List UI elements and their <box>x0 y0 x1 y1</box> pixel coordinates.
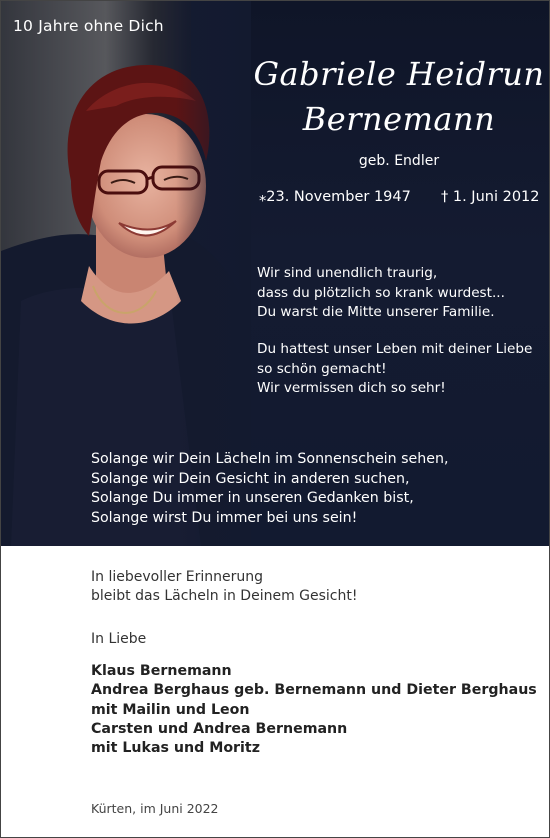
quote-line: so schön gemacht! <box>257 360 387 377</box>
birth-date: ⁎23. November 1947 <box>259 189 411 205</box>
poem-line: Solange wir Dein Gesicht in anderen suchen, <box>91 470 410 487</box>
poem-line: Solange Du immer in unseren Gedanken bist, <box>91 490 414 506</box>
family-member: Klaus Bernemann <box>91 663 232 679</box>
in-liebe-label: In Liebe <box>91 631 147 647</box>
memory-line: In liebevoller Erinnerung <box>91 569 264 585</box>
dark-upper-section <box>1 1 549 546</box>
maiden-name: geb. Endler <box>358 153 440 169</box>
quote-line: Wir vermissen dich so sehr! <box>257 380 446 396</box>
memory-text <box>91 568 357 606</box>
poem-line: Solange wir Dein Lächeln im Sonnenschein sehen, <box>91 451 449 467</box>
family-member: Andrea Berghaus geb. Bernemann und Dieter Berghaus <box>91 682 537 699</box>
poem <box>91 450 448 528</box>
quote-line: Du warst die Mitte unserer Familie. <box>257 304 495 320</box>
quote-paragraph-1 <box>257 264 505 323</box>
deceased-name-first: Gabriele Heidrun <box>253 55 545 93</box>
deceased-name-last: Bernemann <box>302 100 496 138</box>
memory-line: bleibt das Lächeln in Deinem Gesicht! <box>91 588 358 604</box>
family-member: mit Lukas und Moritz <box>91 740 260 757</box>
quote-paragraph-2 <box>257 340 532 399</box>
quote-line: dass du plötzlich so krank wurdest... <box>257 284 505 301</box>
family-list <box>91 662 537 758</box>
place-date: Kürten, im Juni 2022 <box>91 801 219 816</box>
quote-line: Du hattest unser Leben mit deiner Liebe <box>257 341 533 357</box>
family-member: Carsten und Andrea Bernemann <box>91 720 348 737</box>
poem-line: Solange wirst Du immer bei uns sein! <box>91 509 358 526</box>
quote-line: Wir sind unendlich traurig, <box>257 265 438 281</box>
family-member: mit Mailin und Leon <box>91 701 250 718</box>
anniversary-headline: 10 Jahre ohne Dich <box>13 17 164 35</box>
death-date: † 1. Juni 2012 <box>441 189 540 205</box>
